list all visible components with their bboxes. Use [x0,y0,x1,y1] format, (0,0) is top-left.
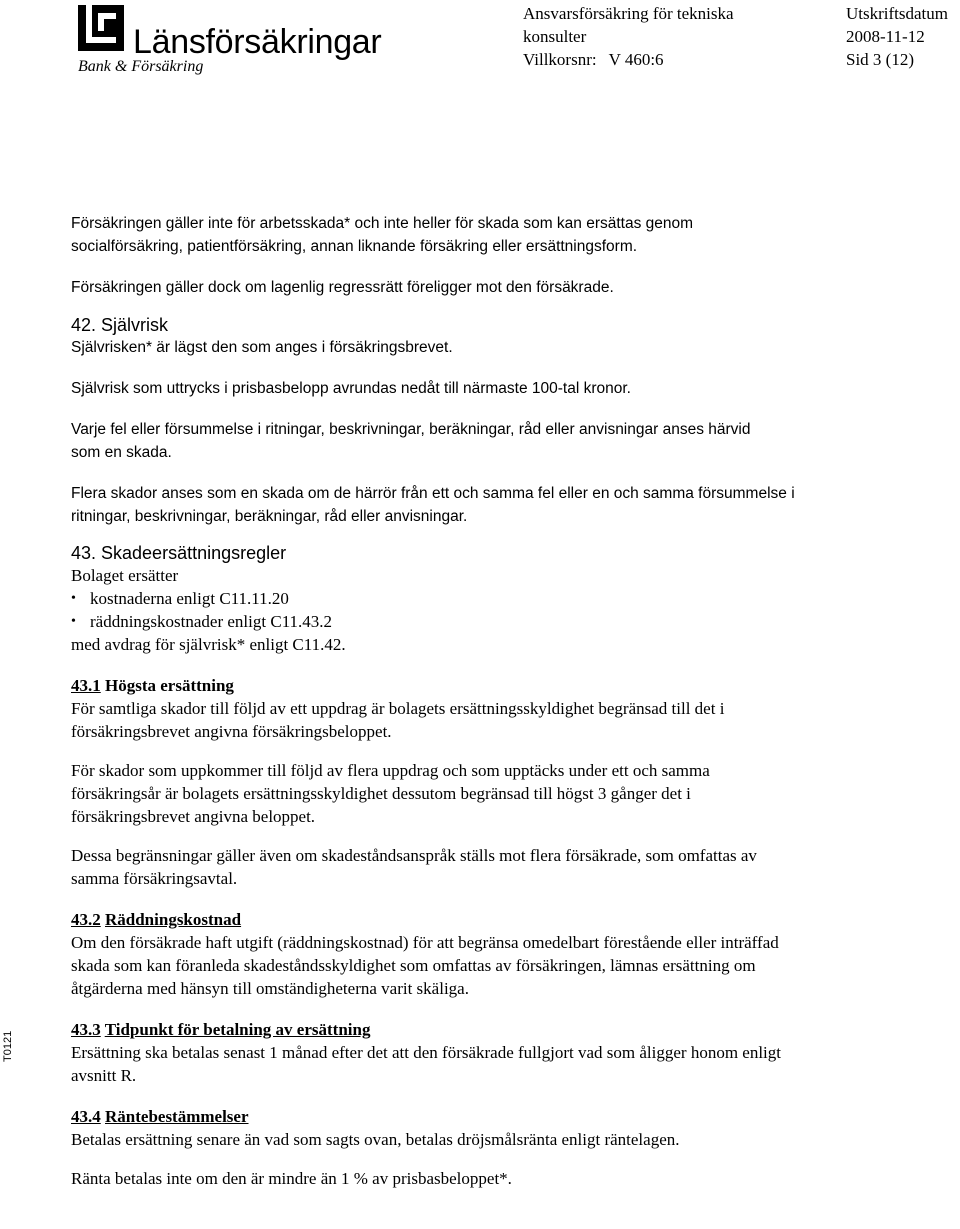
text-line: Varje fel eller försummelse i ritningar, beskrivningar, beräkningar, råd eller anvisningar anses härvid [71,421,751,438]
terms-label: Villkorsnr: [523,50,597,69]
text-line: försäkringsbrevet angivna försäkringsbeloppet. [71,722,392,741]
section-number: 43.2 [71,910,101,929]
section-43-2-heading [71,908,891,931]
text-line: För samtliga skador till följd av ett uppdrag är bolagets ersättningsskyldighet begränsad till det i [71,699,725,718]
list-item [71,587,891,610]
list-item-text: kostnaderna enligt C11.11.20 [90,589,289,608]
section-43-outro: med avdrag för självrisk* enligt C11.42. [71,635,346,654]
paragraph-43-2-1 [71,931,891,1000]
section-title: Räntebestämmelser [105,1107,249,1126]
text-line: Ersättning ska betalas senast 1 månad efter det att den försäkrade fullgjort vad som åligger honom enligt [71,1043,782,1062]
print-date-label: Utskriftsdatum [846,4,948,23]
text-line: Dessa begränsningar gäller även om skadeståndsanspråk ställs mot flera försäkrade, som omfattas av [71,846,757,865]
company-tagline: Bank & Försäkring [78,58,204,75]
list-item [71,610,891,633]
text-line: försäkringsår är bolagets ersättningsskyldighet dessutom begränsad till högst 3 gånger det i [71,784,691,803]
text-line: åtgärderna med hänsyn till omständigheterna varit skäliga. [71,979,469,998]
section-number: 43.3 [71,1020,101,1039]
paragraph-43-3-1 [71,1041,891,1087]
page-header [0,0,960,90]
text-line: avsnitt R. [71,1066,137,1085]
text-line: skada som kan föranleda skadeståndsskyldighet som omfattas av försäkringen, lämnas ersättning om [71,956,756,975]
paragraph-43-1-1 [71,697,891,743]
terms-number: V 460:6 [608,50,664,69]
paragraph-42-3 [71,418,891,464]
section-43-content [71,564,891,656]
section-number: 43.4 [71,1107,101,1126]
terms-number-row [523,48,734,71]
paragraph-42-1: Självrisken* är lägst den som anges i försäkringsbrevet. [71,339,453,356]
section-title: Högsta ersättning [105,676,234,695]
text-line: Om den försäkrade haft utgift (räddningskostnad) för att begränsa omedelbart förestående eller inträffad [71,933,779,952]
bullet-icon: • [71,614,76,629]
doc-title-line1: Ansvarsförsäkring för tekniska [523,4,734,23]
text-line: Flera skador anses som en skada om de härrör från ett och samma fel eller en och samma försummelse i [71,485,795,502]
text-line: Försäkringen gäller inte för arbetsskada* och inte heller för skada som kan ersättas genom [71,215,694,232]
text-line: som en skada. [71,444,172,461]
paragraph-43-1-2 [71,759,891,828]
text-line: ritningar, beskrivningar, beräkningar, råd eller anvisningar. [71,508,468,525]
list-item-text: räddningskostnader enligt C11.43.2 [90,612,333,631]
text-line: socialförsäkring, patientförsäkring, annan liknande försäkring eller ersättningsform. [71,238,638,255]
text-line: samma försäkringsavtal. [71,869,238,888]
section-number: 43.1 [71,676,101,695]
print-info [846,2,948,71]
section-43-list [71,587,891,633]
text-line: För skador som uppkommer till följd av flera uppdrag och som upptäcks under ett och samma [71,761,710,780]
section-43-3-heading [71,1018,891,1041]
paragraph-regress: Försäkringen gäller dock om lagenlig regressrätt föreligger mot den försäkrade. [71,279,614,296]
section-43-4-heading [71,1105,891,1128]
section-title: Räddningskostnad [105,910,242,929]
paragraph-42-4 [71,482,891,528]
paragraph-43-4-2: Ränta betalas inte om den är mindre än 1 % av prisbasbeloppet*. [71,1169,512,1188]
paragraph-43-1-3 [71,844,891,890]
section-title: Tidpunkt för betalning av ersättning [104,1020,371,1039]
company-name: Länsförsäkringar [133,23,382,61]
document-body [71,212,891,1190]
page-number: Sid 3 (12) [846,50,914,69]
section-43-intro: Bolaget ersätter [71,566,179,585]
paragraph-42-2: Självrisk som uttrycks i prisbasbelopp avrundas nedåt till närmaste 100-tal kronor. [71,380,631,397]
text-line: försäkringsbrevet angivna beloppet. [71,807,316,826]
section-43-heading: 43. Skadeersättningsregler [71,543,287,563]
doc-title-line2: konsulter [523,27,587,46]
company-logo-icon [78,5,124,51]
paragraph-exclusions [71,212,891,258]
section-42-heading: 42. Självrisk [71,315,169,335]
paragraph-43-4-1: Betalas ersättning senare än vad som sagts ovan, betalas dröjsmålsränta enligt räntelagen. [71,1130,680,1149]
section-43-1-heading [71,674,891,697]
print-date: 2008-11-12 [846,27,925,46]
bullet-icon: • [71,591,76,606]
form-code: T0121 [2,1030,14,1062]
document-info [523,2,734,71]
